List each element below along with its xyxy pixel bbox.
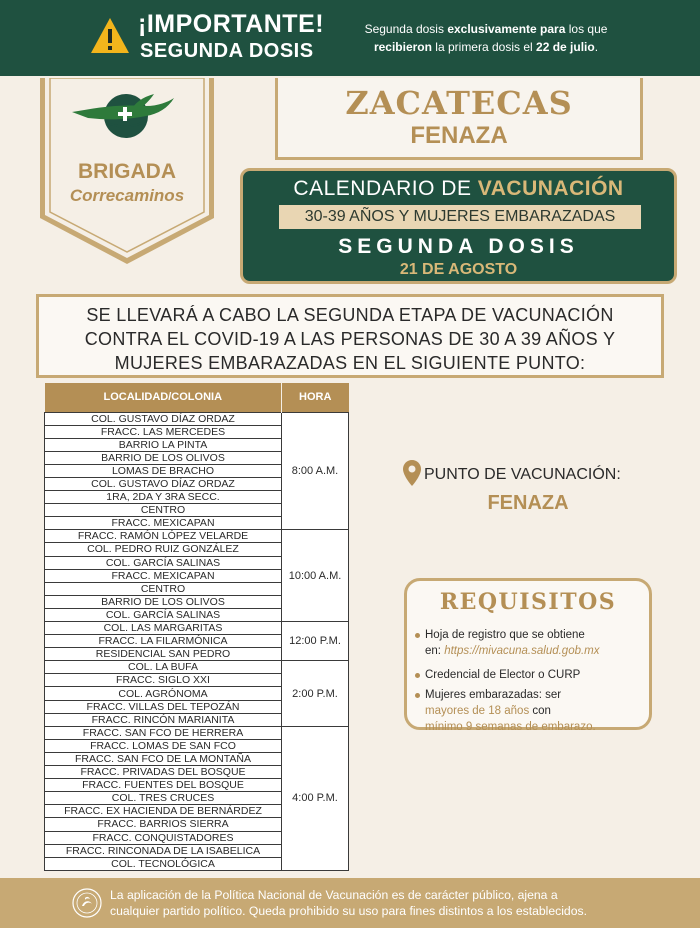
column-header-hour: HORA [282,383,349,412]
vaccination-point-label: PUNTO DE VACUNACIÓN: [424,466,621,483]
calendar-title: CALENDARIO DE VACUNACIÓN [293,177,624,200]
locality-cell: CENTRO [45,504,282,517]
locality-cell: COL. GARCÍA SALINAS [45,556,282,569]
bullet-icon [415,673,420,678]
locality-cell: COL. TECNOLÓGICA [45,857,282,870]
locality-cell: FRACC. RINCÓN MARIANITA [45,713,282,726]
second-dose-title: SEGUNDA DOSIS [140,40,314,62]
hour-cell: 10:00 A.M. [282,530,349,622]
locality-cell: COL. GUSTAVO DÍAZ ORDAZ [45,412,282,425]
government-seal-icon [72,888,102,918]
schedule-table [44,383,349,871]
footer-disclaimer: La aplicación de la Política Nacional de Vacunación es de carácter público, ajena a cualquier partido político. Queda prohibido su uso para fines distintos a los establecidos. [110,888,587,918]
important-title: ¡IMPORTANTE! [138,10,325,38]
hour-cell: 2:00 P.M. [282,661,349,726]
location-pin-icon [403,460,421,486]
city-name: ZACATECAS [345,84,573,122]
locality-cell: RESIDENCIAL SAN PEDRO [45,648,282,661]
locality-cell: FRACC. RAMÓN LÓPEZ VELARDE [45,530,282,543]
bullet-icon [415,693,420,698]
locality-cell: LOMAS DE BRACHO [45,464,282,477]
locality-cell: FRACC. CONQUISTADORES [45,831,282,844]
vaccination-point-value: FENAZA [487,492,569,514]
requirement-item: Hoja de registro que se obtiene en: https://mivacuna.salud.gob.mx [425,627,645,659]
locality-cell: FRACC. VILLAS DEL TEPOZÁN [45,700,282,713]
place-name: FENAZA [410,122,508,149]
dose-date: 21 DE AGOSTO [399,261,518,278]
locality-cell: 1RA, 2DA Y 3RA SECC. [45,491,282,504]
intro-line: MUJERES EMBARAZADAS EN EL SIGUIENTE PUNTO: [114,353,586,373]
requirement-item: Credencial de Elector o CURP [425,667,645,683]
brand-subname: Correcaminos [69,186,185,205]
intro-line: SE LLEVARÁ A CABO LA SEGUNDA ETAPA DE VACUNACIÓN [86,305,614,325]
locality-cell: FRACC. PRIVADAS DEL BOSQUE [45,766,282,779]
locality-cell: COL. LA BUFA [45,661,282,674]
hour-cell: 8:00 A.M. [282,412,349,530]
locality-cell: BARRIO DE LOS OLIVOS [45,595,282,608]
table-row [45,412,349,425]
locality-cell: COL. GUSTAVO DÍAZ ORDAZ [45,477,282,490]
locality-cell: FRACC. SAN FCO DE LA MONTAÑA [45,752,282,765]
locality-cell: FRACC. BARRIOS SIERRA [45,818,282,831]
locality-cell: BARRIO DE LOS OLIVOS [45,451,282,464]
intro-text [36,294,664,378]
column-header-locality: LOCALIDAD/COLONIA [45,383,282,412]
hour-cell: 12:00 P.M. [282,622,349,661]
dose-label: SEGUNDA DOSIS [338,235,579,258]
hour-cell: 4:00 P.M. [282,726,349,870]
locality-cell: FRACC. RINCONADA DE LA ISABELICA [45,844,282,857]
locality-cell: COL. AGRÓNOMA [45,687,282,700]
brand-name: BRIGADA [78,160,176,183]
footer-bar [0,878,700,928]
dose-note: Segunda dosis exclusivamente para los que recibieron la primera dosis el 22 de julio. [364,22,608,54]
calendar-box [240,168,677,284]
locality-cell: COL. LAS MARGARITAS [45,622,282,635]
locality-cell: FRACC. FUENTES DEL BOSQUE [45,779,282,792]
age-group-bar: 30-39 AÑOS Y MUJERES EMBARAZADAS [279,205,641,229]
locality-cell: COL. GARCÍA SALINAS [45,608,282,621]
warning-icon [90,16,130,56]
requirement-item: Mujeres embarazadas: ser mayores de 18 años con mínimo 9 semanas de embarazo. [425,687,645,735]
locality-cell: BARRIO LA PINTA [45,438,282,451]
table-row [45,661,349,674]
locality-cell: FRACC. SIGLO XXI [45,674,282,687]
bullet-icon [415,633,420,638]
locality-cell: FRACC. LOMAS DE SAN FCO [45,739,282,752]
top-banner [0,0,700,76]
table-row [45,726,349,739]
locality-cell: FRACC. LA FILARMÓNICA [45,635,282,648]
registration-link[interactable]: https://mivacuna.salud.gob.mx [444,645,600,657]
intro-line: CONTRA EL COVID-19 A LAS PERSONAS DE 30 A 39 AÑOS Y [84,329,616,349]
locality-cell: FRACC. LAS MERCEDES [45,425,282,438]
locality-cell: COL. PEDRO RUIZ GONZÁLEZ [45,543,282,556]
requirements-box [404,578,652,733]
requirements-title: REQUISITOS [439,589,617,615]
locality-cell: FRACC. SAN FCO DE HERRERA [45,726,282,739]
locality-cell: COL. TRES CRUCES [45,792,282,805]
locality-cell: CENTRO [45,582,282,595]
locality-cell: FRACC. EX HACIENDA DE BERNÁRDEZ [45,805,282,818]
table-row [45,622,349,635]
location-box [275,78,643,160]
locality-cell: FRACC. MEXICAPAN [45,517,282,530]
locality-cell: FRACC. MEXICAPAN [45,569,282,582]
table-row [45,530,349,543]
